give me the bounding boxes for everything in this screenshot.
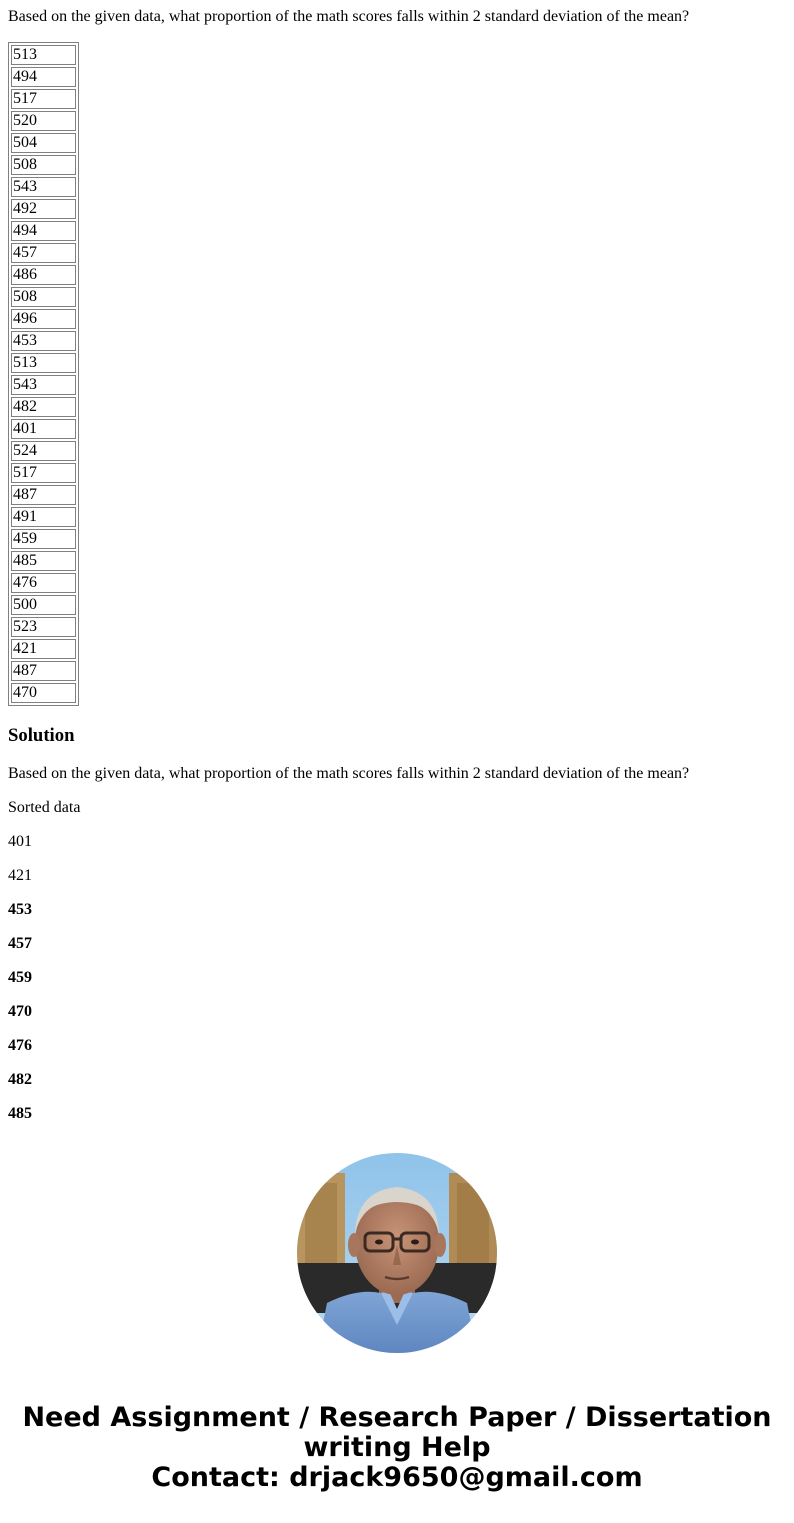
table-row <box>11 463 76 483</box>
table-row <box>11 331 76 351</box>
table-row <box>11 397 76 417</box>
author-photo-image <box>297 1153 497 1353</box>
sorted-value: 457 <box>8 935 32 952</box>
score-cell: 487 <box>11 485 76 505</box>
table-row <box>11 45 76 65</box>
table-row <box>11 199 76 219</box>
score-cell: 482 <box>11 397 76 417</box>
table-row <box>11 529 76 549</box>
score-cell: 492 <box>11 199 76 219</box>
table-row <box>11 309 76 329</box>
score-cell: 486 <box>11 265 76 285</box>
table-row <box>11 111 76 131</box>
table-row <box>11 507 76 527</box>
table-row <box>11 441 76 461</box>
contact-banner <box>0 1403 794 1493</box>
table-row <box>11 265 76 285</box>
score-cell: 517 <box>11 89 76 109</box>
score-cell: 401 <box>11 419 76 439</box>
table-row <box>11 595 76 615</box>
table-row <box>11 551 76 571</box>
score-cell: 459 <box>11 529 76 549</box>
score-cell: 476 <box>11 573 76 593</box>
table-row <box>11 617 76 637</box>
table-row <box>11 683 76 703</box>
sorted-value: 459 <box>8 969 32 986</box>
sorted-value: 470 <box>8 1003 32 1020</box>
table-row <box>11 221 76 241</box>
score-cell: 491 <box>11 507 76 527</box>
score-cell: 517 <box>11 463 76 483</box>
score-cell: 520 <box>11 111 76 131</box>
table-row <box>11 287 76 307</box>
solution-heading: Solution <box>8 725 75 746</box>
table-row <box>11 375 76 395</box>
score-cell: 543 <box>11 177 76 197</box>
score-cell: 485 <box>11 551 76 571</box>
score-cell: 523 <box>11 617 76 637</box>
table-row <box>11 661 76 681</box>
banner-line-1: Need Assignment / Research Paper / Dissertation <box>22 1402 772 1433</box>
score-cell: 543 <box>11 375 76 395</box>
score-cell: 494 <box>11 67 76 87</box>
solution-question-text: Based on the given data, what proportion of the math scores falls within 2 standard deviation of the mean? <box>8 765 690 782</box>
sorted-data-list <box>8 833 32 1139</box>
table-row <box>11 573 76 593</box>
banner-contact-line[interactable]: Contact: drjack9650@gmail.com <box>151 1462 643 1493</box>
score-cell: 504 <box>11 133 76 153</box>
scores-table-body <box>11 45 76 703</box>
score-cell: 421 <box>11 639 76 659</box>
sorted-value: 453 <box>8 901 32 918</box>
sorted-value: 401 <box>8 833 32 850</box>
score-cell: 524 <box>11 441 76 461</box>
table-row <box>11 485 76 505</box>
banner-line-2: writing Help <box>303 1432 491 1463</box>
score-cell: 500 <box>11 595 76 615</box>
sorted-value: 476 <box>8 1037 32 1054</box>
table-row <box>11 89 76 109</box>
score-cell: 496 <box>11 309 76 329</box>
table-row <box>11 639 76 659</box>
score-cell: 457 <box>11 243 76 263</box>
author-photo <box>297 1153 497 1353</box>
table-row <box>11 177 76 197</box>
question-text: Based on the given data, what proportion of the math scores falls within 2 standard deviation of the mean? <box>8 8 690 25</box>
table-row <box>11 243 76 263</box>
score-cell: 453 <box>11 331 76 351</box>
score-cell: 470 <box>11 683 76 703</box>
table-row <box>11 155 76 175</box>
sorted-data-label: Sorted data <box>8 799 81 816</box>
table-row <box>11 67 76 87</box>
score-cell: 508 <box>11 287 76 307</box>
sorted-value: 482 <box>8 1071 32 1088</box>
score-cell: 513 <box>11 45 76 65</box>
table-row <box>11 419 76 439</box>
sorted-value: 421 <box>8 867 32 884</box>
sorted-value: 485 <box>8 1105 32 1122</box>
table-row <box>11 353 76 373</box>
scores-table <box>8 42 79 706</box>
table-row <box>11 133 76 153</box>
score-cell: 494 <box>11 221 76 241</box>
score-cell: 487 <box>11 661 76 681</box>
score-cell: 513 <box>11 353 76 373</box>
score-cell: 508 <box>11 155 76 175</box>
